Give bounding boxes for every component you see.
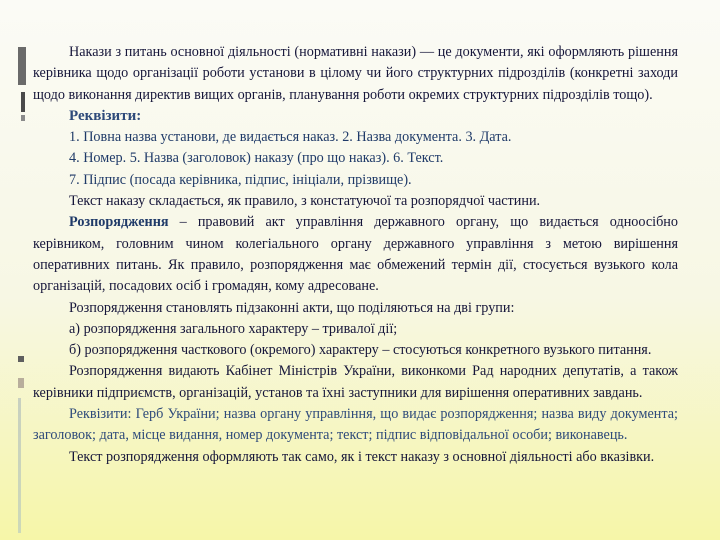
paragraph-directive-definition — [33, 212, 678, 297]
group-b: б) розпорядження часткового (окремого) характеру – стосуються конкретного вузького питання. — [69, 342, 652, 359]
decorative-bar — [21, 92, 25, 112]
decorative-bar — [18, 378, 24, 388]
paragraph-directive-text: Текст розпорядження оформляють так само, як і текст наказу з основної діяльності або вказівки. — [69, 448, 655, 465]
decorative-bar — [18, 398, 21, 533]
requisites-heading-label: Реквізити: — [69, 107, 142, 124]
document-body — [33, 42, 678, 468]
paragraph-directive-issuers: Розпорядження видають Кабінет Міністрів України, виконкоми Рад народних депутатів, а також керівники підприємств, організацій, установ та їхні заступники для вирішення оперативних завдань. — [33, 363, 678, 401]
decorative-bar — [21, 115, 25, 121]
directive-term: Розпорядження — [69, 214, 169, 231]
decorative-bar — [18, 356, 24, 362]
decorative-bar — [18, 47, 26, 85]
paragraph-order-text-structure: Текст наказу складається, як правило, з констатуючої та розпорядчої частини. — [69, 193, 541, 210]
requisites-heading — [33, 106, 678, 127]
requisites-line-2: 4. Номер. 5. Назва (заголовок) наказу (про що наказ). 6. Текст. — [69, 150, 444, 167]
paragraph-directive-requisites: Реквізити: Герб України; назва органу управління, що видає розпорядження; назва виду документа; заголовок; дата, місце видання, номер документа; текст; підпис відповідальної особи; виконавець. — [33, 406, 678, 444]
paragraph-directive-groups: Розпорядження становлять підзаконні акти, що поділяються на дві групи: — [69, 299, 515, 316]
requisites-line-1: 1. Повна назва установи, де видається наказ. 2. Назва документа. 3. Дата. — [69, 129, 512, 146]
directive-definition-text: – правовий акт управління державного органу, що видається одноосібно керівником, головним чином колегіального органу державного управління з метою вирішення оперативних питань. Як правило, розпорядження має обмежений термін дії, стосується вузького кола організацій, посадових осіб і громадян, кому адресоване. — [33, 214, 678, 295]
paragraph-orders-definition: Накази з питань основної діяльності (нормативні накази) — це документи, які оформляють рішення керівника щодо організації роботи установи в цілому чи його структурних підрозділів (конкретні заходи щодо виконання директив вищих органів, планування роботи окремих структурних підрозділів тощо). — [33, 44, 678, 103]
group-a: а) розпорядження загального характеру – тривалої дії; — [69, 320, 398, 337]
requisites-line-3: 7. Підпис (посада керівника, підпис, ініціали, прізвище). — [69, 171, 412, 188]
